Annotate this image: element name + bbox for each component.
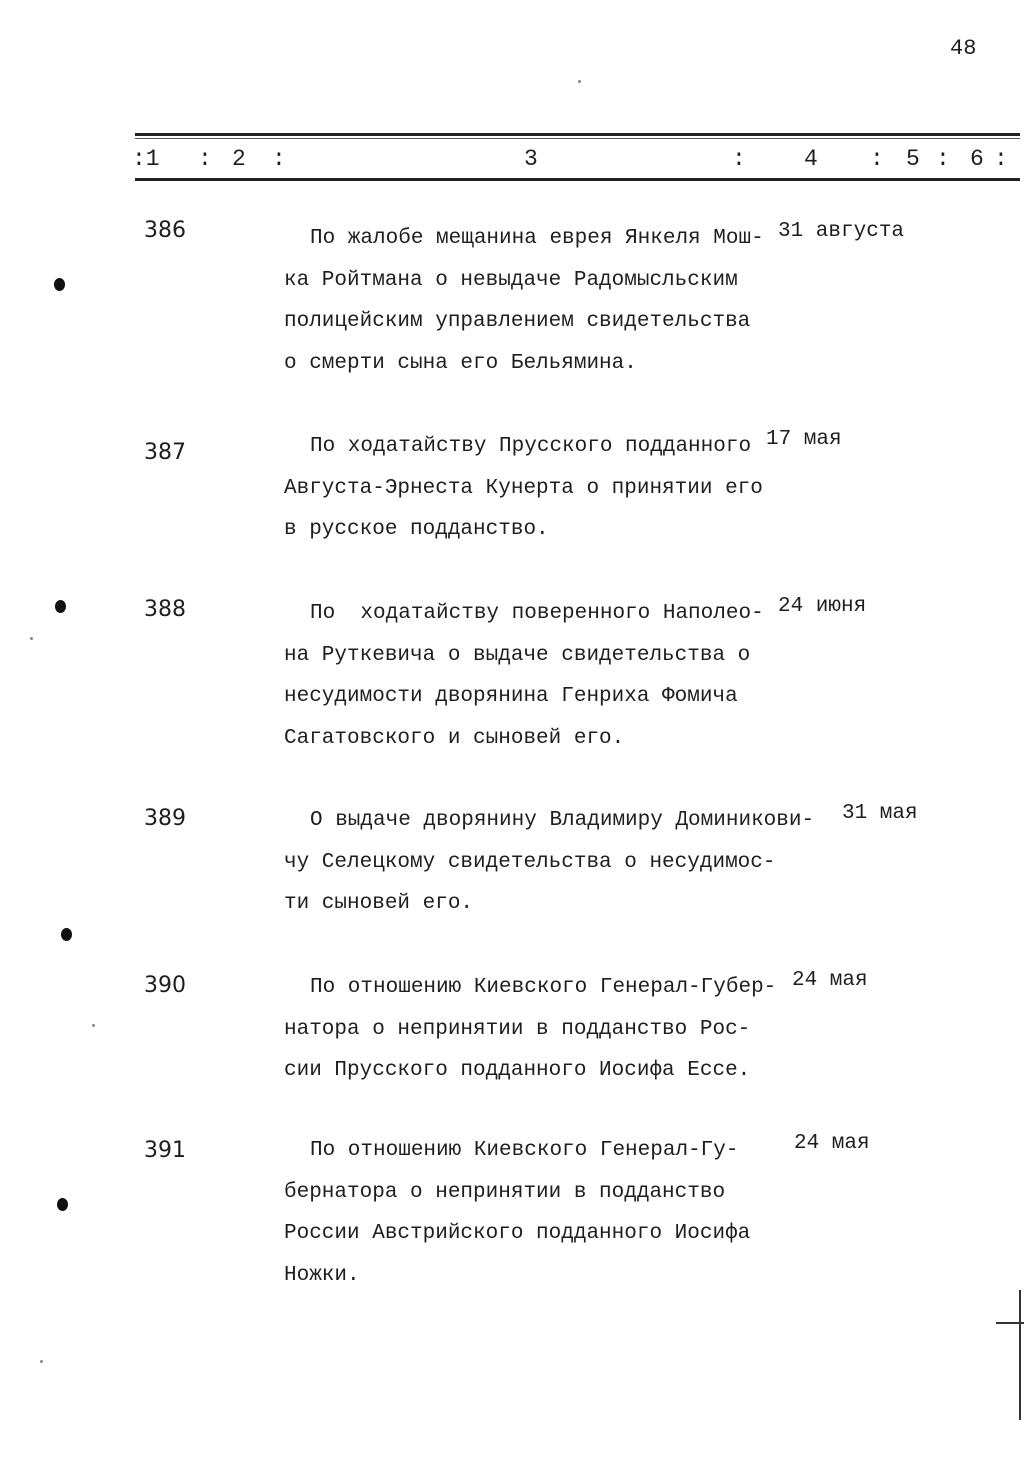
- entry-date: 24 июня: [778, 595, 867, 618]
- entry-number: 391: [144, 1138, 186, 1163]
- scan-speck: [30, 637, 33, 640]
- column-header-mark: :1: [132, 146, 160, 172]
- punch-hole: [57, 1198, 68, 1211]
- column-header-mark: :: [732, 146, 746, 172]
- column-header-mark: :: [272, 146, 286, 172]
- description-line: Ножки.: [284, 1263, 360, 1287]
- entry-number: 387: [144, 440, 186, 465]
- description-line: ти сыновей его.: [284, 892, 474, 915]
- punch-hole: [55, 600, 66, 613]
- column-header-mark: :: [198, 146, 212, 172]
- header-rule-top: [135, 133, 1020, 136]
- entry-date: 31 мая: [842, 802, 918, 825]
- punch-hole: [54, 278, 65, 291]
- entry-date: 17 мая: [766, 428, 842, 451]
- entry-date: 24 мая: [794, 1132, 870, 1155]
- entry-number: 388: [144, 597, 186, 622]
- column-header-mark: 2: [232, 146, 246, 172]
- description-line: бернатора о непринятии в подданство: [284, 1180, 726, 1204]
- description-line: несудимости дворянина Генриха Фомича: [284, 685, 738, 708]
- scan-speck: [40, 1360, 43, 1363]
- entry-description: [284, 593, 804, 759]
- column-header-mark: :: [936, 146, 950, 172]
- description-line: По ходатайству Прусского подданного: [310, 435, 752, 458]
- entry-description: [284, 967, 804, 1092]
- description-line: По отношению Киевского Генерал-Губер-: [310, 976, 777, 999]
- scan-speck: [92, 1024, 95, 1027]
- entry-date: 31 августа: [778, 220, 905, 243]
- description-line: на Руткевича о выдаче свидетельства о: [284, 643, 751, 667]
- description-line: По ходатайству поверенного Наполео-: [310, 602, 764, 625]
- description-line: О выдаче дворянину Владимиру Доминикови-: [310, 809, 815, 832]
- description-line: По отношению Киевского Генерал-Гу-: [310, 1139, 739, 1162]
- description-line: чу Селецкому свидетельства о несудимос-: [284, 850, 776, 874]
- description-line: натора о непринятии в подданство Рос-: [284, 1017, 751, 1041]
- description-line: Августа-Эрнеста Кунерта о принятии его: [284, 476, 763, 500]
- entry-description: [284, 426, 804, 551]
- description-line: полицейским управлением свидетельства: [284, 310, 751, 333]
- column-header-mark: 4: [804, 146, 818, 172]
- description-line: сии Прусского подданного Иосифа Ессе.: [284, 1059, 751, 1082]
- entry-description: [284, 800, 844, 925]
- entry-description: [284, 218, 804, 384]
- entry-number: 389: [144, 806, 186, 831]
- description-line: в русское подданство.: [284, 518, 549, 541]
- header-rule-bottom: [135, 178, 1020, 181]
- description-line: России Австрийского подданного Иосифа: [284, 1222, 751, 1245]
- column-header-mark: 3: [524, 146, 538, 172]
- description-line: По жалобе мещанина еврея Янкеля Мош-: [310, 227, 764, 250]
- edge-mark: [1019, 1290, 1021, 1420]
- punch-hole: [61, 928, 72, 941]
- column-header-mark: 6: [970, 146, 984, 172]
- entry-number: 390: [144, 973, 186, 998]
- description-line: о смерти сына его Бельямина.: [284, 351, 637, 375]
- entry-number: 386: [144, 218, 186, 243]
- column-header-mark: :: [870, 146, 884, 172]
- column-header-mark: :: [994, 146, 1008, 172]
- description-line: ка Ройтмана о невыдаче Радомысльским: [284, 268, 738, 292]
- column-header-mark: 5: [906, 146, 920, 172]
- entry-description: [284, 1130, 804, 1296]
- entry-date: 24 мая: [792, 969, 868, 992]
- description-line: Сагатовского и сыновей его.: [284, 726, 625, 750]
- page-number: 48: [950, 36, 977, 61]
- scan-speck: [578, 80, 581, 83]
- header-rule-top-thin: [135, 138, 1020, 139]
